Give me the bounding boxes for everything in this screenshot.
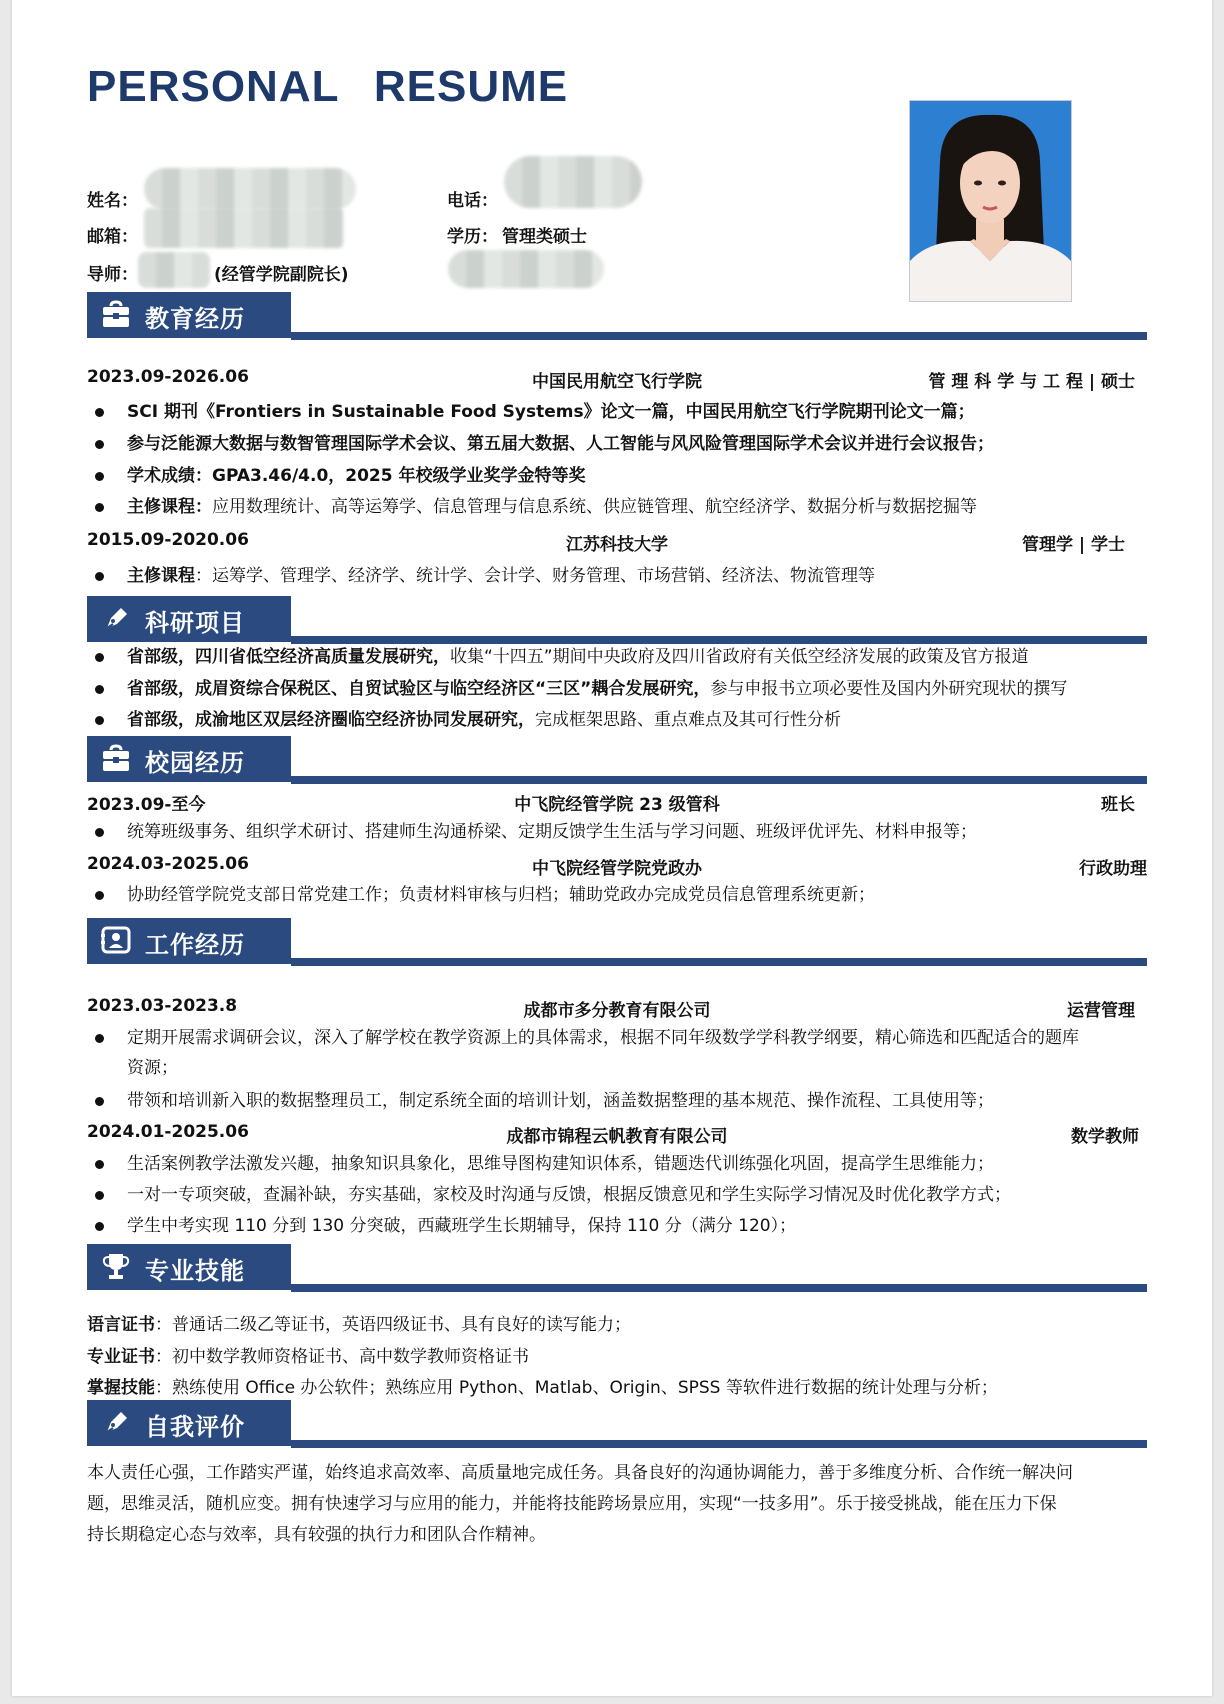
skill-tools: 掌握技能：熟练使用 Office 办公软件；熟练应用 Python、Matlab、Origin、SPSS 等软件进行数据的统计处理与分析； <box>87 1378 998 1398</box>
id-card-icon <box>101 926 131 954</box>
section-divider <box>291 776 1147 784</box>
campus-entry-header <box>87 790 1147 816</box>
work-entry-header <box>87 1122 1147 1148</box>
redacted-name <box>144 168 356 210</box>
campus-entry-header <box>87 854 1147 880</box>
degree-label: 学历： <box>447 227 498 247</box>
page-title: PERSONAL RESUME <box>87 62 569 111</box>
section-self-title: 自我评价 <box>145 1413 245 1441</box>
phone-label: 电话： <box>447 191 498 211</box>
entry-role: 运营管理 <box>1067 1001 1135 1021</box>
section-skills-tab <box>87 1244 291 1290</box>
briefcase-icon <box>101 300 131 328</box>
entry-org: 中飞院经管学院党政办 <box>532 859 702 879</box>
entry-role: 数学教师 <box>1071 1127 1139 1147</box>
section-education-title: 教育经历 <box>145 305 245 333</box>
section-divider <box>291 1440 1147 1448</box>
section-divider <box>291 332 1147 340</box>
pen-icon <box>101 604 131 632</box>
redacted-phone <box>504 156 642 208</box>
degree-value: 管理类硕士 <box>502 227 587 247</box>
redacted-advisor <box>138 252 210 288</box>
section-research <box>87 596 1147 644</box>
section-education-tab <box>87 292 291 338</box>
entry-school: 中国民用航空飞行学院 <box>532 372 702 392</box>
name-label: 姓名： <box>87 191 138 211</box>
trophy-icon <box>101 1252 131 1280</box>
entry-date: 2023.03-2023.8 <box>87 996 238 1016</box>
entry-date: 2024.01-2025.06 <box>87 1122 249 1142</box>
skill-language: 语言证书：普通话二级乙等证书，英语四级证书、具有良好的读写能力； <box>87 1315 631 1335</box>
entry-org: 成都市锦程云帆教育有限公司 <box>506 1127 728 1147</box>
entry-major: 管 理 科 学 与 工 程 | 硕士 <box>928 372 1135 392</box>
section-skills-title: 专业技能 <box>145 1257 245 1285</box>
section-campus-title: 校园经历 <box>145 749 245 777</box>
entry-role: 行政助理 <box>1079 859 1147 879</box>
self-evaluation-text: 本人责任心强，工作踏实严谨，始终追求高效率、高质量地完成任务。具备良好的沟通协调能力，善于多维度分析、合作统一解决问 题，思维灵活，随机应变。拥有快速学习与应用的能力，并能将技能跨场景应用，实现“一技多用”。乐于接受挑战，能在压力下保 持长期稳定心态与效率，具有较强的执行力和团队合作精神。 <box>87 1463 1073 1545</box>
education-entry-header <box>87 367 1147 393</box>
briefcase-icon <box>101 744 131 772</box>
section-skills <box>87 1244 1147 1292</box>
entry-date: 2023.09-2026.06 <box>87 367 249 387</box>
redacted-email <box>144 208 344 248</box>
section-work-title: 工作经历 <box>145 931 245 959</box>
section-education <box>87 292 1147 340</box>
education-entry-header <box>87 530 1147 556</box>
advisor-label: 导师： <box>87 265 138 285</box>
section-divider <box>291 958 1147 966</box>
entry-org: 成都市多分教育有限公司 <box>523 1001 711 1021</box>
advisor-note: (经管学院副院长) <box>214 265 349 285</box>
entry-date: 2024.03-2025.06 <box>87 854 249 874</box>
resume-page: PERSONAL RESUME 姓名： 邮箱： 导师： (经管学院副院长) 电话： 学历： 管理类硕士 教育经历 2023.09-2026.06 中国民用航空飞行学院 管 理 科 学 与 工 程 | 硕士 SCI 期刊《Frontiers in Sustainable Food Systems》论文一篇，中国民用航空飞行学院期刊论文一篇； 参与泛能源大数据与数智管理国际学术会议、第五届大数据、人工智能与风风险管理国际学术会议并进行会议报告； 学术成绩：GPA3.46/4.0，2025 年校级学业奖学金特等奖 主修课程：应用数理统计、高等运筹学、信息管理与信息系统、供应链管理、航空经济学、数据分析与数据挖掘等 2015.09-2020.06 江苏科技大学 管理学 | 学士 主修课程：运筹学、管理学、经济学、统计学、会计学、财务管理、市场营销、经济法、物流管理等 科研项目 省部级，四川省低空经济高质量发展研究，收集“十四五”期间中央政府及四川省政府有关低空经济发展的政策及官方报道 省部级，成眉资综合保税区、自贸试验区与临空经济区“三区”耦合发展研究，参与申报书立项必要性及国内外研究现状的撰写 省部级，成渝地区双层经济圈临空经济协同发展研究，完成框架思路、重点难点及其可行性分析 校园经历 2023.09-至今 中飞院经管学院 23 级管科 班长 统筹班级事务、组织学术研讨、搭建师生沟通桥梁、定期反馈学生生活与学习问题、班级评优评先、材料申报等； 2024.03-2025.06 中飞院经管学院党政办 行政助理 协助经管学院党支部日常党建工作；负责材料审核与归档；辅助党政办完成党员信息管理系统更新； 工作经历 2023.03-2023.8 成都市多分教育有限公司 运营管理 定期开展需求调研会议，深入了解学校在教学资源上的具体需求，根据不同年级数学学科教学纲要，精心筛选和匹配适合的题库 资源； 带领和培训新入职的数据整理员工，制定系统全面的培训计划，涵盖数据整理的基本规范、操作流程、工具使用等； 2024.01-2025.06 成都市锦程云帆教育有限公司 数学教师 生活案例教学法激发兴趣，抽象知识具象化，思维导图构建知识体系，错题迭代训练强化巩固，提高学生思维能力； 一对一专项突破，查漏补缺，夯实基础，家校及时沟通与反馈，根据反馈意见和学生实际学习情况及时优化教学方式； 学生中考实现 110 分到 130 分突破，西藏班学生长期辅导，保持 110 分（满分 120）； 专业技能 语言证书：普通话二级乙等证书，英语四级证书、具有良好的读写能力； 专业证书：初中数学教师资格证书、高中数学教师资格证书 掌握技能：熟练使用 Office 办公软件；熟练应用 Python、Matlab、Origin、SPSS 等软件进行数据的统计处理与分析； 自我评价 本人责任心强，工作踏实严谨，始终追求高效率、高质量地完成任务。具备良好的沟通协调能力，善于多维度分析、合作统一解决问 题，思维灵活，随机应变。拥有快速学习与应用的能力，并能将技能跨场景应用，实现“一技多用”。乐于接受挑战，能在压力下保 持长期稳定心态与效率，具有较强的执行力和团队合作精神。 <box>12 0 1212 1696</box>
entry-role: 班长 <box>1101 795 1135 815</box>
work-entry-header <box>87 996 1147 1022</box>
profile-photo <box>909 100 1072 302</box>
pen-icon <box>101 1408 131 1436</box>
section-research-title: 科研项目 <box>145 609 245 637</box>
skill-certificate: 专业证书：初中数学教师资格证书、高中数学教师资格证书 <box>87 1347 529 1367</box>
entry-date: 2023.09-至今 <box>87 795 206 815</box>
section-divider <box>291 1284 1147 1292</box>
section-self-tab <box>87 1400 291 1446</box>
section-work <box>87 918 1147 966</box>
entry-date: 2015.09-2020.06 <box>87 530 249 550</box>
redacted-extra <box>448 250 604 288</box>
entry-school: 江苏科技大学 <box>566 535 668 555</box>
email-label: 邮箱： <box>87 227 138 247</box>
entry-org: 中飞院经管学院 23 级管科 <box>514 795 720 815</box>
entry-major: 管理学 | 学士 <box>1021 535 1125 555</box>
section-campus-tab <box>87 736 291 782</box>
section-work-tab <box>87 918 291 964</box>
section-campus <box>87 736 1147 784</box>
section-self <box>87 1400 1147 1448</box>
section-research-tab <box>87 596 291 642</box>
